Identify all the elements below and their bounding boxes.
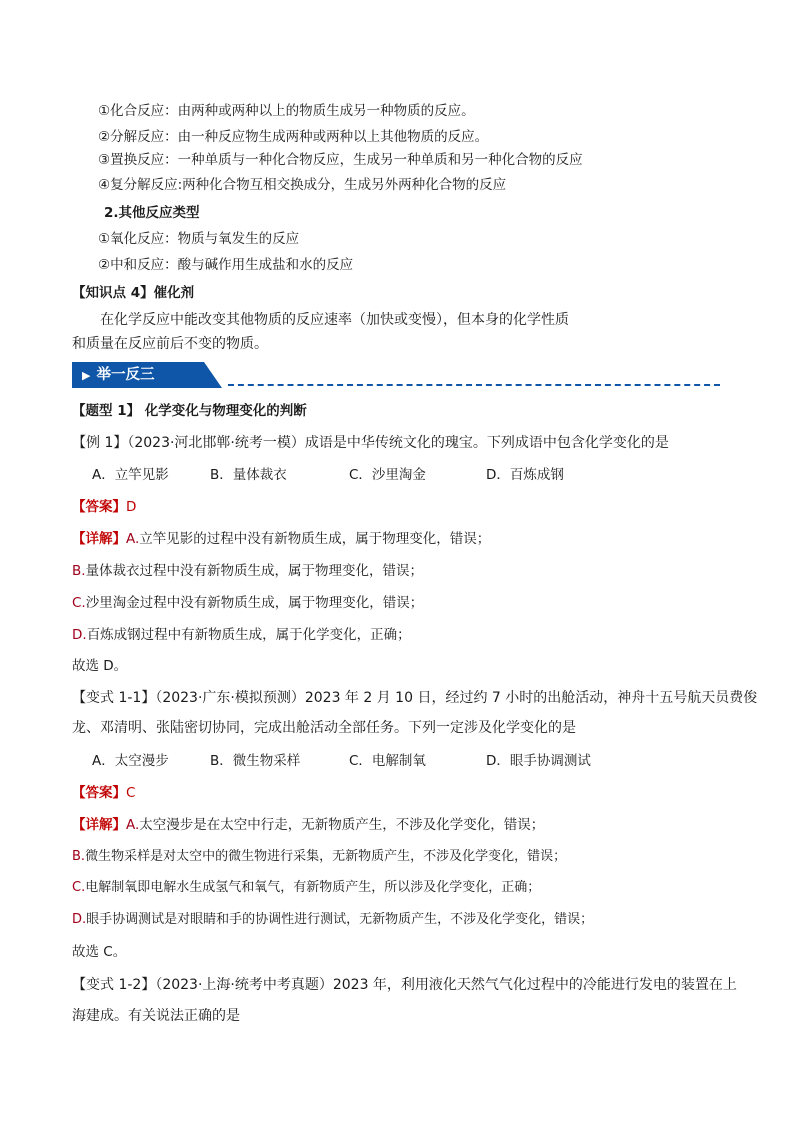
variant-1-1-detail-b xyxy=(72,847,566,867)
example-1-option-c: C．沙里淘金 xyxy=(349,467,426,483)
example-1-stem: 【例 1】（2023·河北邯郸·统考一模）成语是中华传统文化的瑰宝。下列成语中包含化学变化的是 xyxy=(72,435,669,451)
banner-dashed-rule xyxy=(228,384,720,386)
reaction-type-double-decomposition: ④复分解反应:两种化合物互相交换成分，生成另外两种化合物的反应 xyxy=(98,177,507,193)
other-type-oxidation: ①氧化反应：物质与氧发生的反应 xyxy=(98,231,300,247)
other-types-heading: 2.其他反应类型 xyxy=(104,205,200,221)
knowledge-point-4-line1: 在化学反应中能改变其他物质的反应速率（加快或变慢），但本身的化学性质 xyxy=(100,312,569,328)
variant-1-1-answer xyxy=(72,783,135,803)
answer-value: C xyxy=(126,785,136,801)
detail-key: A. xyxy=(126,531,140,547)
variant-1-1-stem-line2: 龙、邓清明、张陆密切协同，完成出舱活动全部任务。下列一定涉及化学变化的是 xyxy=(72,720,576,736)
example-1-answer xyxy=(72,497,136,517)
variant-1-1-detail-c xyxy=(72,878,540,898)
variant-1-2-stem-line2: 海建成。有关说法正确的是 xyxy=(72,1008,240,1024)
detail-key: B. xyxy=(72,563,86,579)
example-1-detail-d xyxy=(72,625,411,645)
example-1-option-a: A．立竿见影 xyxy=(92,467,169,483)
detail-text: 微生物采样是对太空中的微生物进行采集，无新物质产生，不涉及化学变化，错误； xyxy=(85,849,567,864)
example-1-conclusion: 故选 D。 xyxy=(72,658,128,674)
detail-text: 电解制氧即电解水生成氢气和氧气，有新物质产生，所以涉及化学变化，正确； xyxy=(85,880,541,895)
detail-key: B. xyxy=(72,849,86,864)
example-1-option-b: B．量体裁衣 xyxy=(210,467,287,483)
variant-1-1-option-b: B．微生物采样 xyxy=(210,753,301,769)
example-1-detail-a xyxy=(72,529,490,549)
detail-key: D. xyxy=(72,627,87,643)
detail-key: D. xyxy=(72,912,87,927)
section-banner xyxy=(72,362,222,388)
detail-text: 眼手协调测试是对眼睛和手的协调性进行测试，无新物质产生，不涉及化学变化，错误； xyxy=(86,912,594,927)
reaction-type-displacement: ③置换反应：一种单质与一种化合物反应，生成另一种单质和另一种化合物的反应 xyxy=(98,152,583,168)
detail-key: C. xyxy=(72,595,86,611)
detail-text: 立竿见影的过程中没有新物质生成，属于物理变化，错误； xyxy=(139,531,491,547)
answer-label: 【答案】 xyxy=(72,499,126,515)
detail-key: C. xyxy=(72,880,86,895)
reaction-type-combination: ①化合反应：由两种或两种以上的物质生成另一种物质的反应。 xyxy=(98,103,475,119)
variant-1-1-stem-line1: 【变式 1-1】（2023·广东·模拟预测）2023 年 2 月 10 日，经过约 7 小时的出舱活动，神舟十五号航天员费俊 xyxy=(72,690,758,706)
knowledge-point-4-line2: 和质量在反应前后不变的物质。 xyxy=(72,336,268,352)
variant-1-1-conclusion: 故选 C。 xyxy=(72,944,127,960)
detail-text: 沙里淘金过程中没有新物质生成，属于物理变化，错误； xyxy=(85,595,424,611)
other-type-neutralization: ②中和反应：酸与碱作用生成盐和水的反应 xyxy=(98,257,354,273)
detail-label: 【详解】 xyxy=(72,817,126,833)
example-1-option-d: D．百炼成钢 xyxy=(486,467,564,483)
detail-label: 【详解】 xyxy=(72,531,126,547)
detail-text: 百炼成钢过程中有新物质生成，属于化学变化，正确； xyxy=(86,627,411,643)
detail-text: 量体裁衣过程中没有新物质生成，属于物理变化，错误； xyxy=(85,563,424,579)
detail-text: 太空漫步是在太空中行走，无新物质产生，不涉及化学变化，错误； xyxy=(139,817,545,833)
reaction-type-decomposition: ②分解反应：由一种反应物生成两种或两种以上其他物质的反应。 xyxy=(98,129,489,145)
play-triangle-icon: ▶ xyxy=(82,369,91,382)
variant-1-1-detail-d xyxy=(72,910,593,930)
banner-title-text: 举一反三 xyxy=(96,367,155,383)
answer-label: 【答案】 xyxy=(72,785,126,801)
variant-1-1-option-d: D．眼手协调测试 xyxy=(486,753,591,769)
answer-value: D xyxy=(126,499,137,515)
variant-1-1-detail-a xyxy=(72,815,544,835)
topic-1-heading: 【题型 1】 化学变化与物理变化的判断 xyxy=(72,403,307,419)
knowledge-point-4-label: 【知识点 4】催化剂 xyxy=(72,285,195,301)
variant-1-1-option-c: C．电解制氧 xyxy=(349,753,426,769)
banner-title xyxy=(82,365,154,386)
variant-1-2-stem-line1: 【变式 1-2】（2023·上海·统考中考真题）2023 年，利用液化天然气气化过程中的冷能进行发电的装置在上 xyxy=(72,977,737,993)
detail-key: A. xyxy=(126,817,140,833)
example-1-detail-b xyxy=(72,561,423,581)
variant-1-1-option-a: A．太空漫步 xyxy=(92,753,169,769)
example-1-detail-c xyxy=(72,593,423,613)
